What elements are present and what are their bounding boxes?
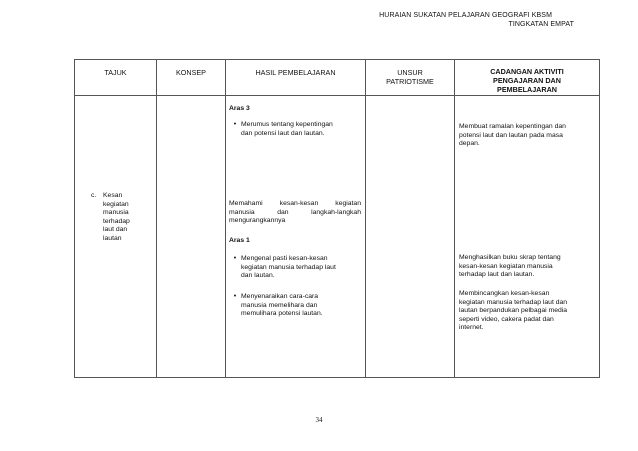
activity-text: kesan-kesan kegiatan manusia bbox=[459, 262, 553, 270]
page-number: 34 bbox=[315, 416, 323, 424]
tajuk-line: manusia bbox=[103, 209, 129, 217]
activity-text: Membuat ramalan kepentingan dan bbox=[459, 123, 566, 130]
bullet-icon: • bbox=[233, 255, 237, 262]
outcome-text: mengurangkannya bbox=[229, 217, 286, 225]
aras-1-heading: Aras 1 bbox=[229, 237, 250, 244]
header-subtitle: TINGKATAN EMPAT bbox=[508, 21, 574, 28]
cell-cadangan bbox=[455, 96, 600, 378]
cell-tajuk bbox=[75, 96, 157, 378]
cell-hasil bbox=[226, 96, 366, 378]
activity-text: internet. bbox=[459, 324, 484, 332]
table-row bbox=[75, 96, 600, 378]
outcome-paragraph bbox=[229, 200, 361, 226]
tajuk-line: laut dan bbox=[103, 226, 128, 234]
column-header-cadangan: CADANGAN AKTIVITI PENGAJARAN DAN PEMBELAJARAN bbox=[455, 60, 600, 96]
page-header bbox=[330, 11, 598, 29]
activity-block bbox=[459, 254, 561, 280]
outcome-text: Merumus tentang kepentingan bbox=[241, 121, 333, 128]
activity-text: kegiatan manusia terhadap laut dan bbox=[459, 298, 568, 306]
cell-patriotisme bbox=[366, 96, 455, 378]
outcome-text: manusia dan langkah-langkah bbox=[229, 208, 361, 216]
activity-text: seperti video, cakera padat dan bbox=[459, 315, 554, 323]
bullet-icon: • bbox=[233, 121, 237, 128]
outcome-text: Memahami kesan-kesan kegiatan bbox=[229, 200, 361, 207]
activity-text: Menghasilkan buku skrap tentang bbox=[459, 254, 561, 261]
aras-3-heading: Aras 3 bbox=[229, 105, 250, 112]
outcome-text: dan potensi laut dan lautan. bbox=[241, 129, 325, 137]
tajuk-line: terhadap bbox=[103, 217, 130, 225]
activity-text: Membincangkan kesan-kesan bbox=[459, 290, 550, 297]
outcome-text: Mengenal pasti kesan-kesan bbox=[241, 255, 328, 262]
syllabus-table bbox=[74, 59, 600, 378]
bullet-icon: • bbox=[233, 293, 237, 300]
outcome-text: kegiatan manusia terhadap laut bbox=[241, 263, 336, 271]
tajuk-marker: c. bbox=[91, 192, 97, 199]
table-header-row bbox=[75, 60, 600, 96]
activity-text: potensi laut dan lautan pada masa bbox=[459, 131, 563, 139]
activity-text: lautan berpandukan pelbagai media bbox=[459, 307, 568, 315]
tajuk-line: kegiatan bbox=[103, 200, 129, 208]
outcome-bullet bbox=[229, 121, 361, 138]
outcome-bullet bbox=[229, 255, 361, 281]
column-header-patriotisme: UNSUR PATRIOTISME bbox=[366, 60, 455, 96]
outcome-text: memulihara potensi lautan. bbox=[241, 310, 323, 318]
activity-text: terhadap laut dan lautan. bbox=[459, 271, 535, 279]
tajuk-line: Kesan bbox=[103, 192, 123, 199]
activity-block bbox=[459, 123, 566, 149]
cell-konsep bbox=[157, 96, 226, 378]
tajuk-line: lautan bbox=[103, 234, 122, 242]
column-header-tajuk: TAJUK bbox=[75, 60, 157, 96]
outcome-text: Menyenaraikan cara-cara bbox=[241, 293, 319, 300]
outcome-text: dan lautan. bbox=[241, 272, 275, 280]
column-header-konsep: KONSEP bbox=[157, 60, 226, 96]
outcome-text: manusia memelihara dan bbox=[241, 301, 318, 309]
outcome-bullet bbox=[229, 293, 361, 319]
activity-text: depan. bbox=[459, 140, 480, 148]
header-title: HURAIAN SUKATAN PELAJARAN GEOGRAFI KBSM bbox=[379, 12, 552, 19]
activity-block bbox=[459, 290, 567, 333]
column-header-hasil: HASIL PEMBELAJARAN bbox=[226, 60, 366, 96]
